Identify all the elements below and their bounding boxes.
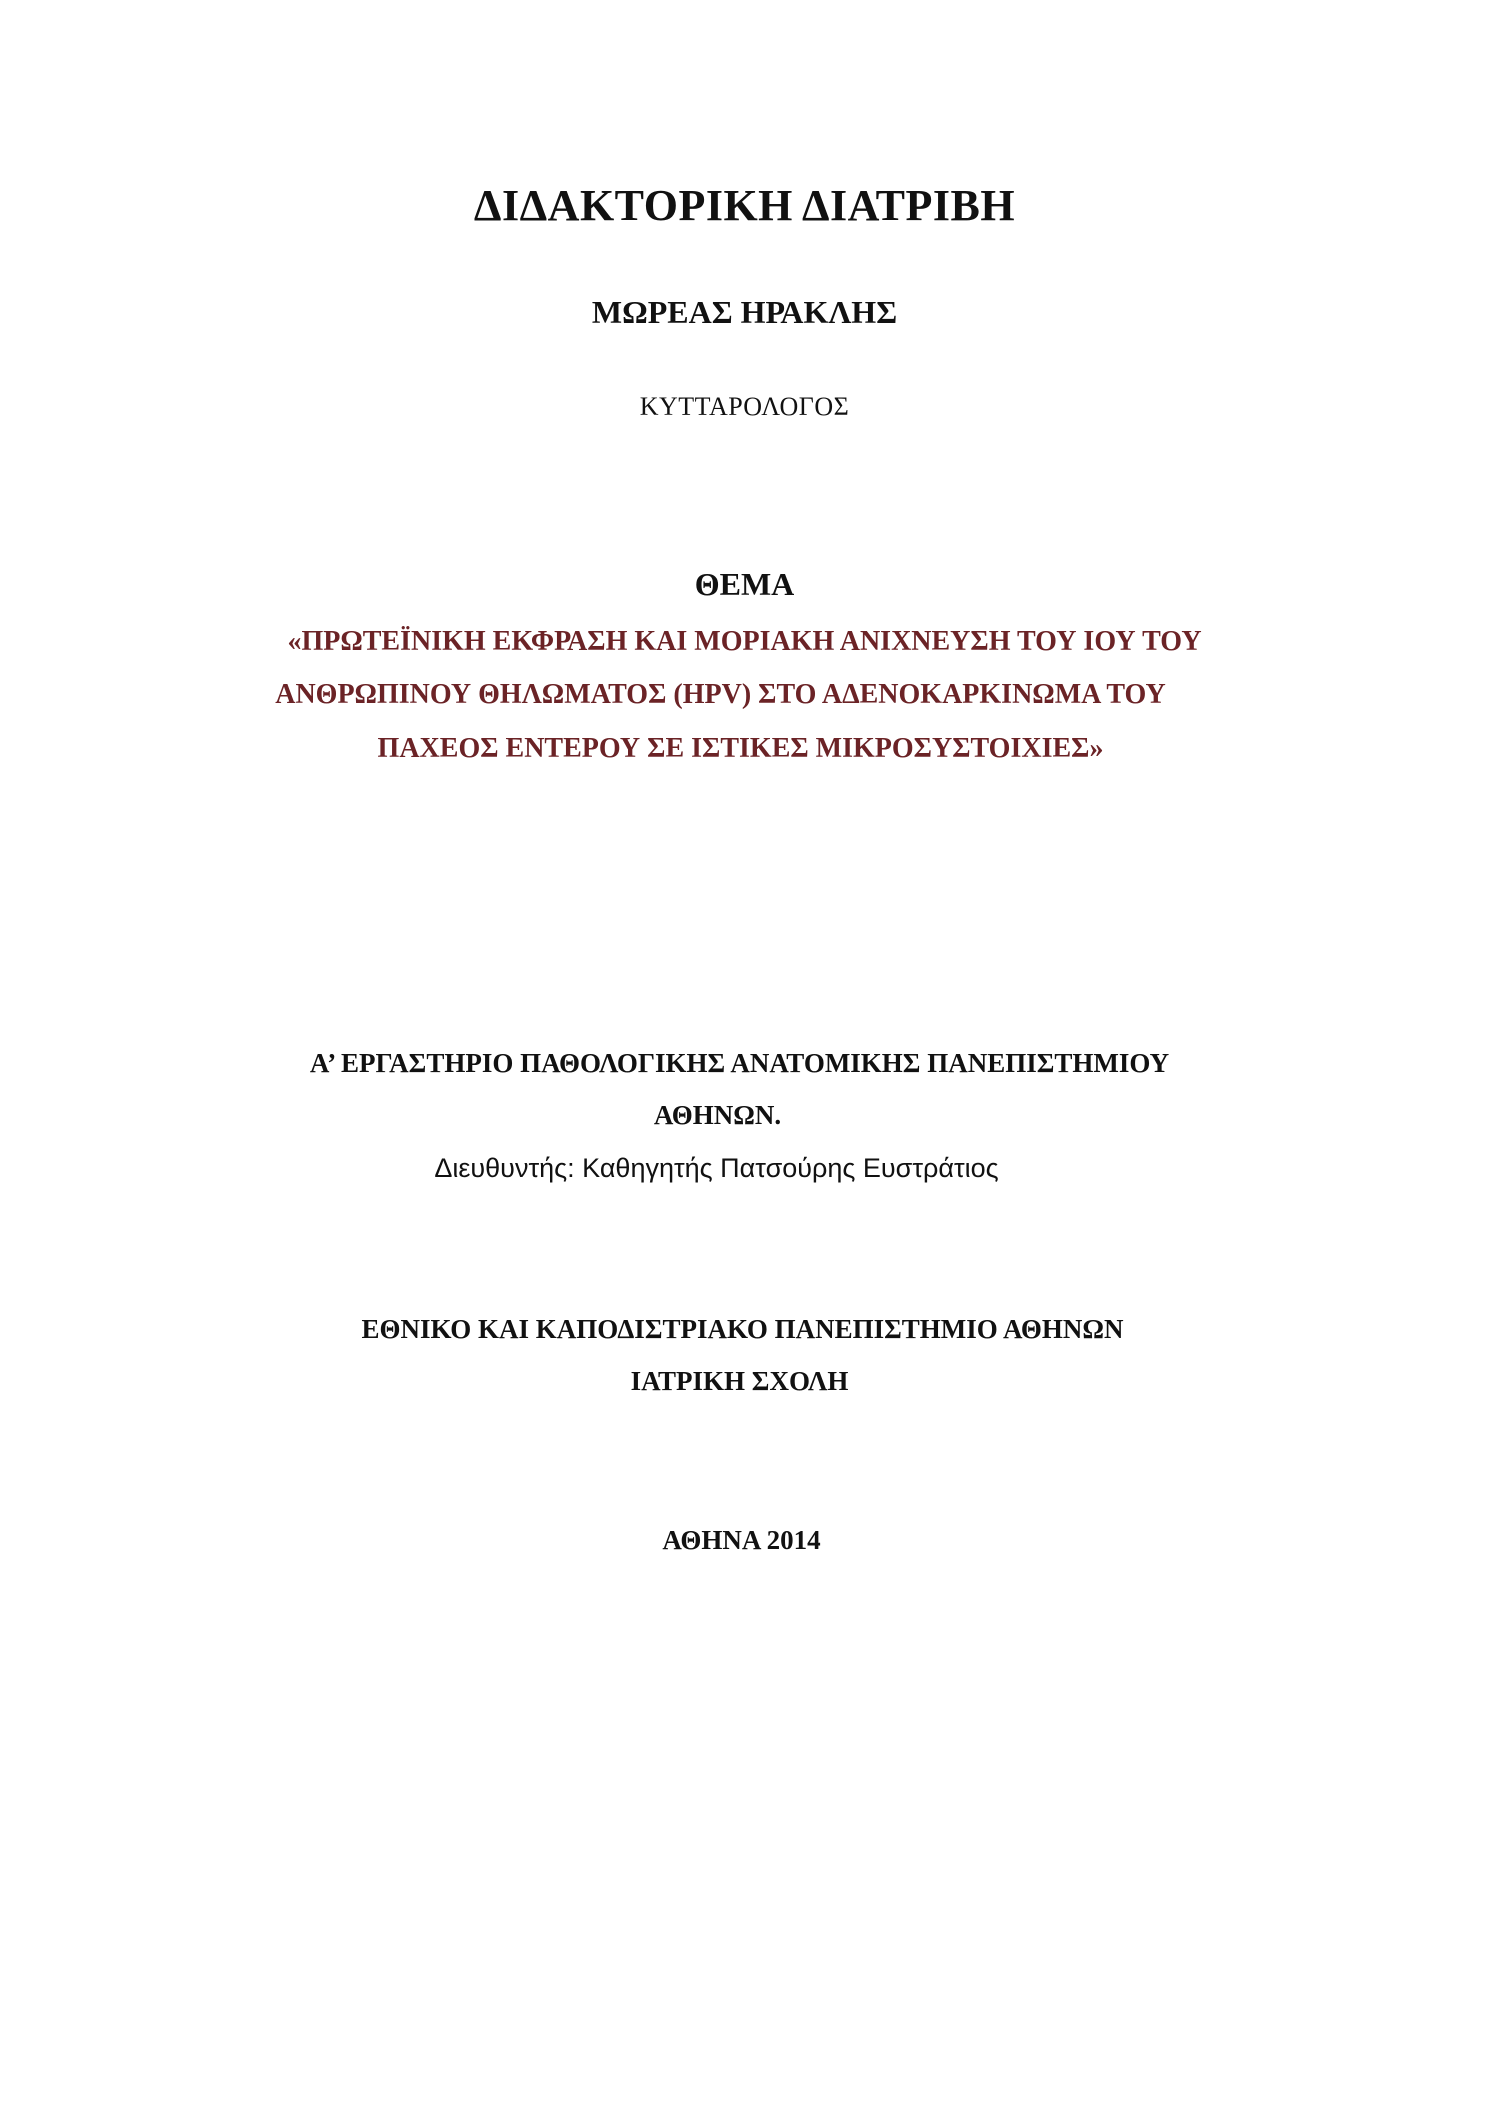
- subject-line-2: ΑΝΘΡΩΠΙΝΟΥ ΘΗΛΩΜΑΤΟΣ (HPV) ΣΤΟ ΑΔΕΝΟΚΑΡΚΙΝΩΜΑ ΤΟΥ: [275, 679, 1166, 710]
- school-name: ΙΑΤΡΙΚΗ ΣΧΟΛΗ: [630, 1366, 849, 1396]
- laboratory-line-1: Α’ ΕΡΓΑΣΤΗΡΙΟ ΠΑΘΟΛΟΓΙΚΗΣ ΑΝΑΤΟΜΙΚΗΣ ΠΑΝΕΠΙΣΤΗΜΙΟΥ: [309, 1048, 1170, 1078]
- subject-heading: ΘΕΜΑ: [694, 566, 795, 602]
- university-name: ΕΘΝΙΚΟ ΚΑΙ ΚΑΠΟΔΙΣΤΡΙΑΚΟ ΠΑΝΕΠΙΣΤΗΜΙΟ ΑΘΗΝΩΝ: [361, 1314, 1124, 1344]
- author-role: ΚΥΤΤΑΡΟΛΟΓΟΣ: [639, 392, 850, 421]
- document-title: ΔΙΔΑΚΤΟΡΙΚΗ ΔΙΑΤΡΙΒΗ: [473, 181, 1016, 230]
- laboratory-line-2: ΑΘΗΝΩΝ.: [653, 1100, 782, 1130]
- place-and-year: ΑΘΗΝΑ 2014: [662, 1525, 821, 1555]
- laboratory-director: Διευθυντής: Καθηγητής Πατσούρης Ευστράτιος: [434, 1153, 999, 1183]
- subject-line-1: «ΠΡΩΤΕΪΝΙΚΗ ΕΚΦΡΑΣΗ ΚΑΙ ΜΟΡΙΑΚΗ ΑΝΙΧΝΕΥΣΗ ΤΟΥ ΙΟΥ ΤΟΥ: [287, 626, 1202, 657]
- author-name: ΜΩΡΕΑΣ ΗΡΑΚΛΗΣ: [591, 294, 898, 330]
- subject-line-3: ΠΑΧΕΟΣ ΕΝΤΕΡΟΥ ΣΕ ΙΣΤΙΚΕΣ ΜΙΚΡΟΣΥΣΤΟΙΧΙΕΣ»: [377, 733, 1104, 764]
